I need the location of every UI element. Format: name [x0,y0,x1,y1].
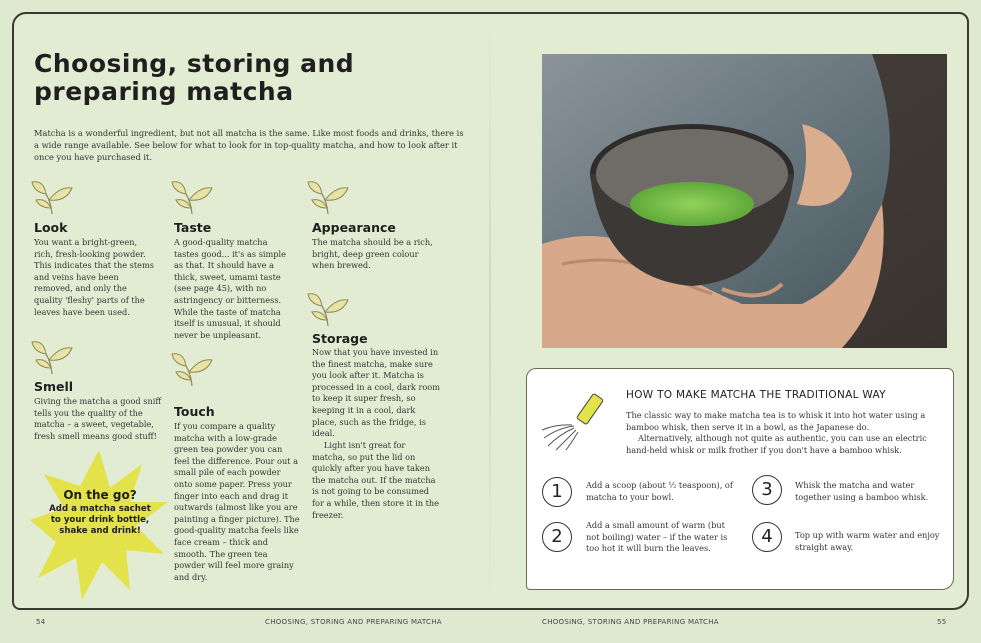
look-text: You want a bright-green, rich, fresh-looking powder. This indicates that the stems and veins have been removed, and only the quality 'fleshy' parts of the leaves have been used. [34,237,154,317]
storage-text-2: Light isn't great for matcha, so put the lid on quickly after you have taken the matcha out. If the matcha is not going to be consumed for a while, then store it in the freezer. [312,440,440,520]
smell-text: Giving the matcha a good sniff tells you the quality of the matcha – a sweet, vegetable, fresh smell means good stuff! [34,396,162,441]
howto-title: HOW TO MAKE MATCHA THE TRADITIONAL WAY [626,389,886,401]
left-running-footer: CHOOSING, STORING AND PREPARING MATCHA [265,618,442,626]
step-text-2: Add a small amount of warm (but not boiling) water – if the water is too hot it will burn the leaves. [586,520,728,554]
step-text-4: Top up with warm water and enjoy straight away. [795,530,940,552]
on-the-go-text: Add a matcha sachet to your drink bottle, shake and drink! [49,504,151,536]
matcha-bowl-photo [542,54,947,348]
step-number-3: 3 [752,475,782,505]
step-text-3: Whisk the matcha and water together using a bamboo whisk. [795,480,929,502]
step-text-1: Add a scoop (about ½ teaspoon), of matcha to your bowl. [586,480,733,502]
howto-para-1: The classic way to make matcha tea is to whisk it into hot water using a bamboo whisk, then serve it in a bowl, as the Japanese do. [626,410,926,432]
right-running-footer: CHOOSING, STORING AND PREPARING MATCHA [542,618,719,626]
appearance-heading: Appearance [312,220,396,235]
appearance-text: The matcha should be a rich, bright, deep green colour when brewed. [312,237,433,271]
tea-leaf-icon [30,178,74,216]
touch-text: If you compare a quality matcha with a low-grade green tea powder you can feel the difference. Pour out a small pile of each powder onto some paper. Press your finger into each and drag it outwards (almost like you are painting a finger picture). The good-quality matcha feels like face cream – thick and smooth. The green tea powder will feel more grainy and dry. [174,421,300,582]
tea-leaf-icon [306,290,350,328]
howto-para-2: Alternatively, although not quite as authentic, you can use an electric hand-held whisk or milk frother if you don't have a bamboo whisk. [626,433,927,455]
look-heading: Look [34,220,68,235]
page-title: Choosing, storing and preparing matcha [34,49,355,106]
taste-heading: Taste [174,220,212,235]
gutter [489,14,491,608]
storage-text-1: Now that you have invested in the finest matcha, make sure you look after it. Matcha is processed in a cool, dark room to keep it super fresh, so keeping it in a cool, dark place, such as the fridge, is ideal. [312,347,440,439]
step-number-1: 1 [542,477,572,507]
howto-intro [626,410,941,456]
intro-paragraph: Matcha is a wonderful ingredient, but not all matcha is the same. Like most foods and drinks, there is a wide range available. See below for what to look for in top-quality matcha, and how to look after it once you have purchased it. [34,128,464,162]
left-page-number: 54 [36,618,46,626]
smell-heading: Smell [34,379,74,394]
tea-leaf-icon [30,338,74,376]
taste-text: A good-quality matcha tastes good... it's as simple as that. It should have a thick, sweet, umami taste (see page 45), with no astringency or bitterness. While the taste of matcha itself is unusual, it should never be unpleasant. [174,237,287,340]
on-the-go-heading: On the go? [63,488,137,502]
on-the-go-callout [48,488,152,537]
tea-leaf-icon [306,178,350,216]
step-number-2: 2 [542,522,572,552]
right-page-number: 55 [937,618,947,626]
tea-leaf-icon [170,350,214,388]
step-number-4: 4 [752,522,782,552]
tea-leaf-icon [170,178,214,216]
bamboo-whisk-icon [540,392,612,452]
touch-heading: Touch [174,404,215,419]
storage-heading: Storage [312,331,368,346]
